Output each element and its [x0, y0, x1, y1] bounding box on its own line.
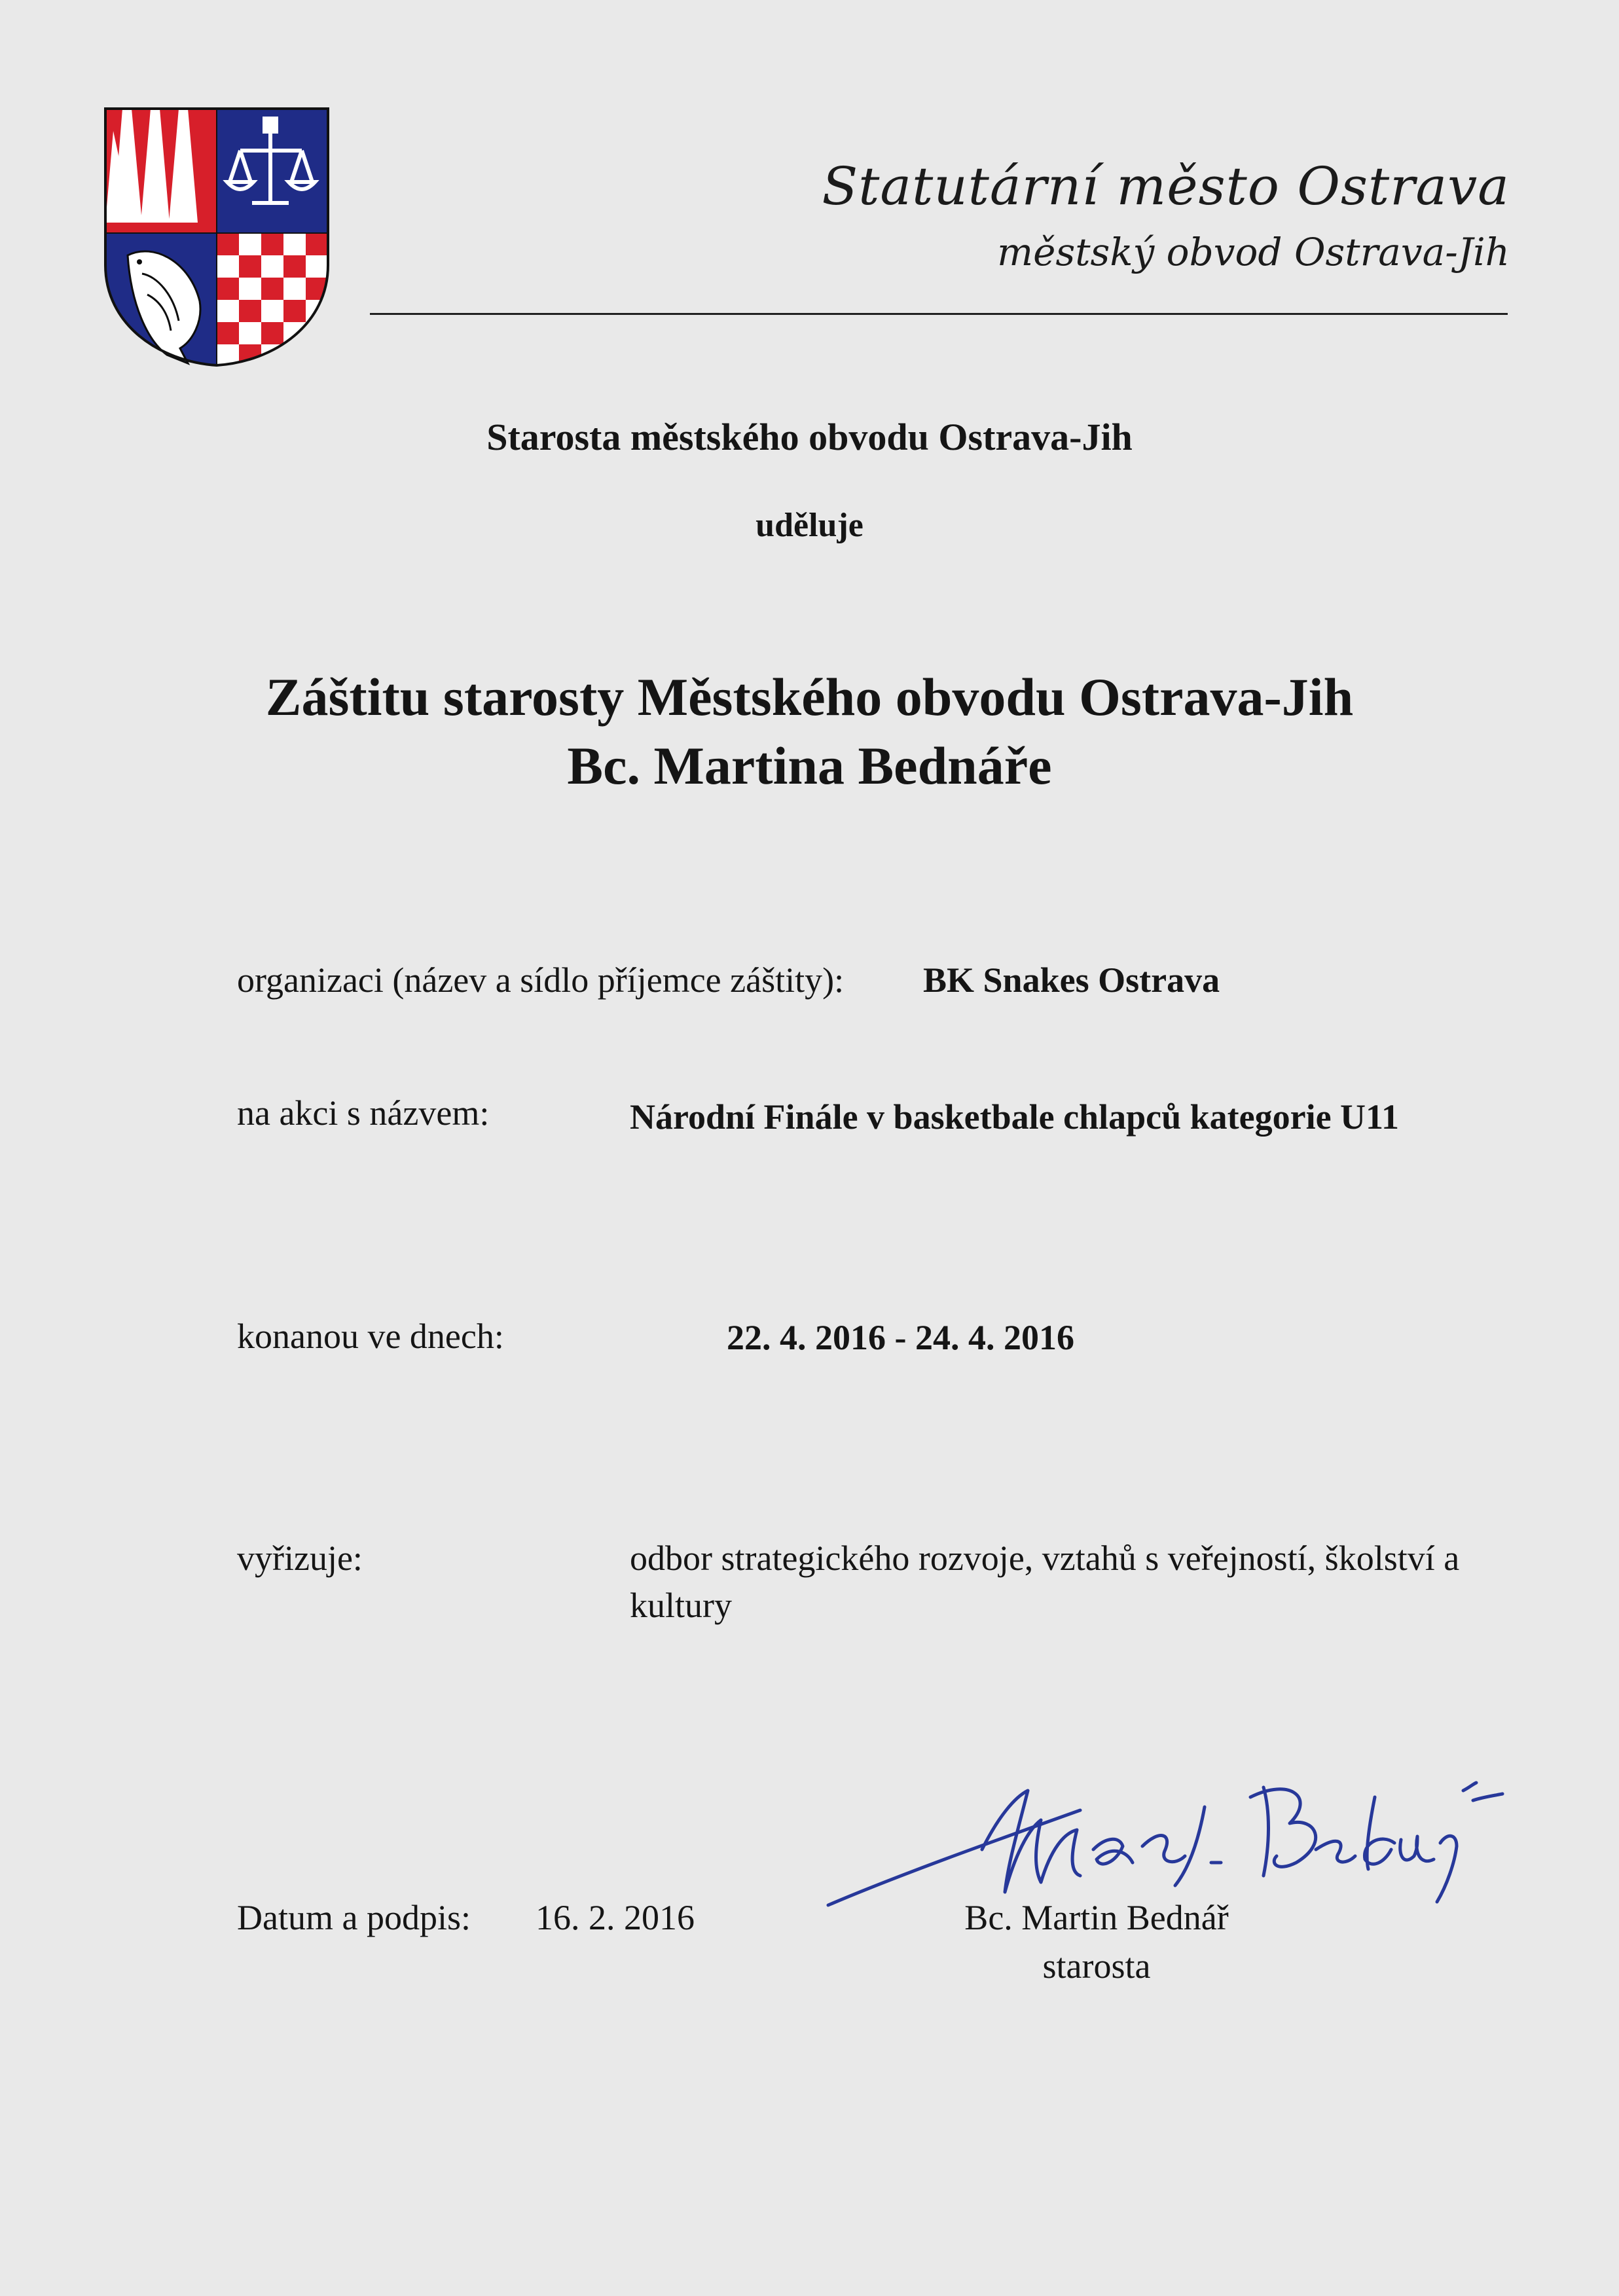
event-label: na akci s názvem: [237, 1093, 490, 1133]
document-title: Záštitu starosty Městského obvodu Ostrava-Jih [265, 667, 1354, 727]
dates-label: konanou ve dnech: [237, 1317, 504, 1356]
signed-date: 16. 2. 2016 [536, 1898, 695, 1937]
letterhead-divider [370, 313, 1508, 315]
signed-label: Datum a podpis: [237, 1898, 471, 1937]
coat-of-arms-logo [101, 105, 332, 368]
document-title-name: Bc. Martina Bednáře [567, 736, 1052, 795]
issuer-heading: Starosta městského obvodu Ostrava-Jih [486, 416, 1133, 458]
letterhead [367, 151, 1510, 282]
event-value: Národní Finále v basketbale chlapců kategorie U11 [630, 1097, 1400, 1137]
signatory-role: starosta [1042, 1946, 1151, 1986]
grants-verb: uděluje [755, 507, 864, 544]
signatory-name: Bc. Martin Bednář [964, 1898, 1229, 1937]
organization-value: BK Snakes Ostrava [923, 960, 1220, 1000]
organization-label: organizaci (název a sídlo příjemce záštity): [237, 960, 845, 1000]
handled-by-label: vyřizuje: [237, 1539, 363, 1578]
district-name: městský obvod Ostrava-Jih [997, 230, 1510, 274]
dates-value: 22. 4. 2016 - 24. 4. 2016 [727, 1318, 1074, 1357]
city-name: Statutární město Ostrava [822, 156, 1510, 217]
handled-by-value: odbor strategického rozvoje, vztahů s veřejností, školství a kultury [630, 1539, 1460, 1625]
